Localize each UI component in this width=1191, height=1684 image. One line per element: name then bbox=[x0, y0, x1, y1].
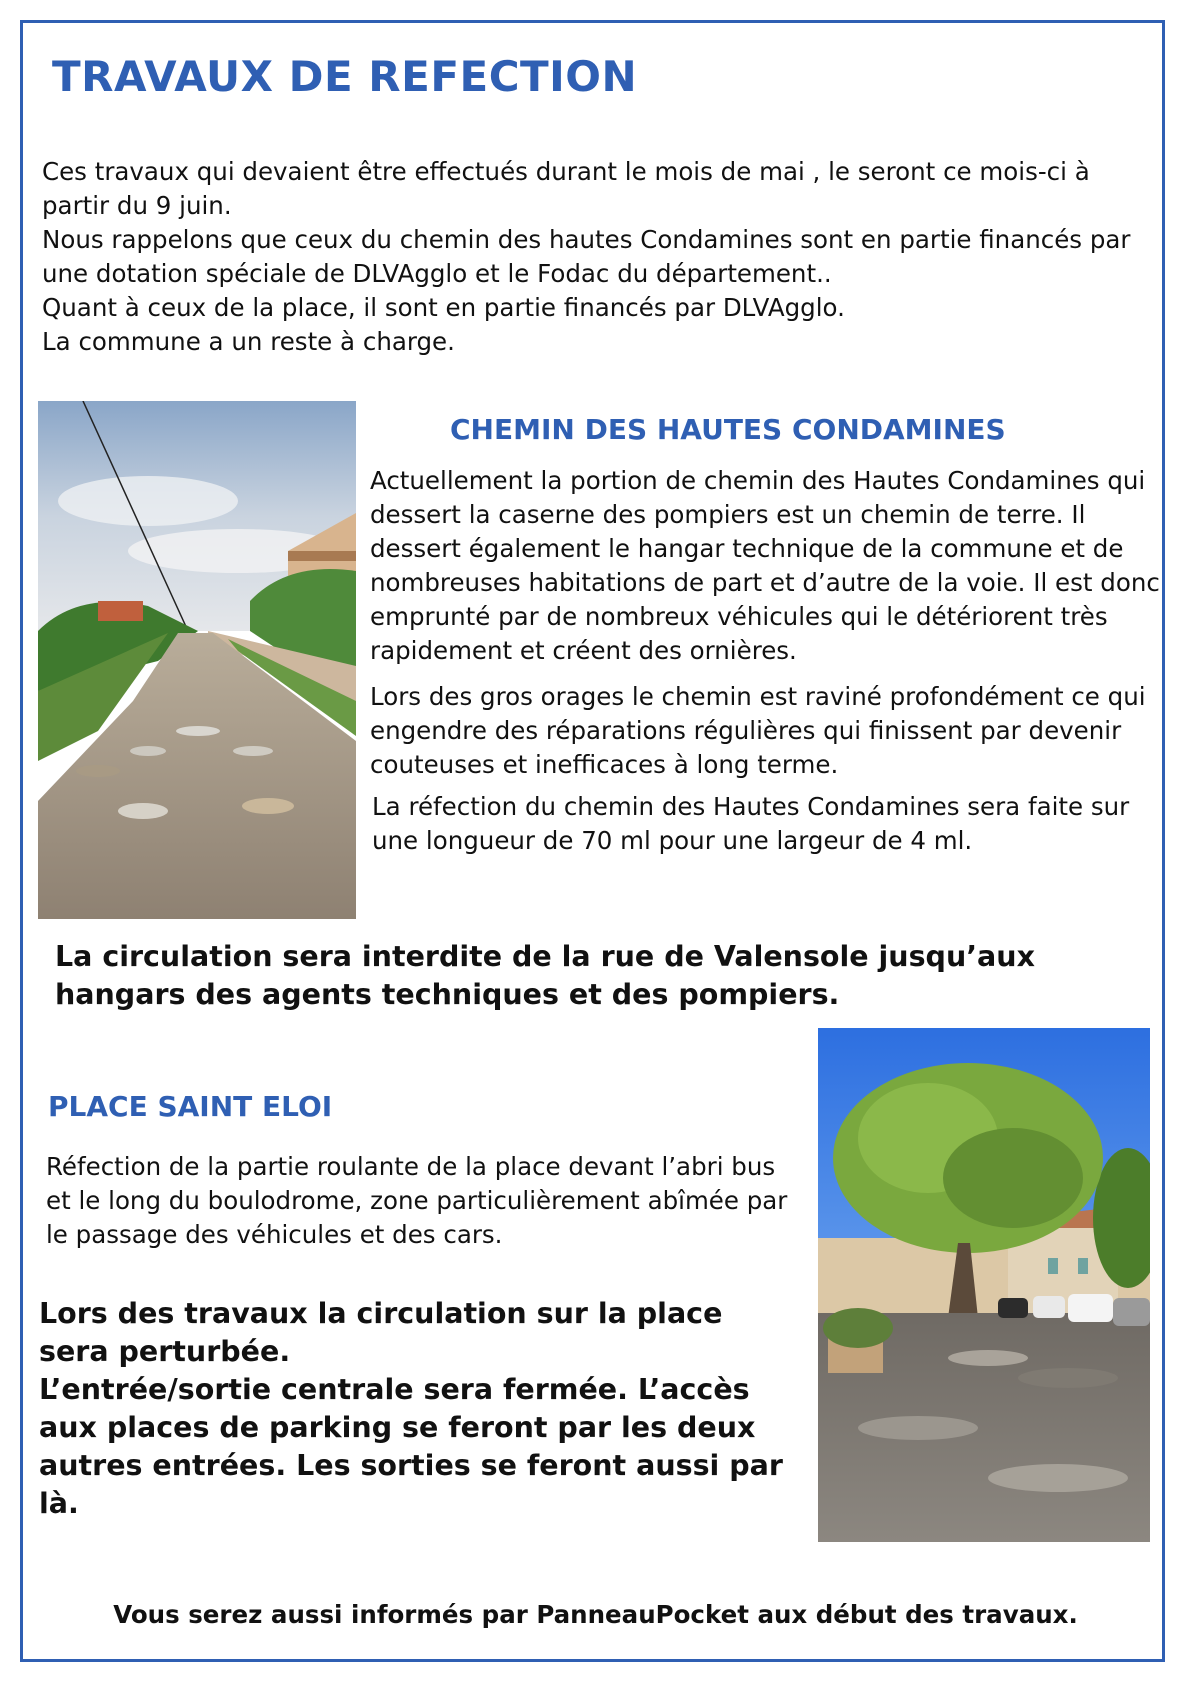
intro-line: Quant à ceux de la place, il sont en partie financés par DLVAgglo. bbox=[42, 293, 845, 322]
section-heading-place: PLACE SAINT ELOI bbox=[48, 1090, 333, 1123]
paragraph-text: La réfection du chemin des Hautes Condamines sera faite sur une longueur de 70 ml pour une largeur de 4 ml. bbox=[372, 792, 1130, 855]
intro-text bbox=[42, 155, 1152, 359]
circulation-line: Lors des travaux la circulation sur la place sera perturbée. bbox=[39, 1297, 723, 1368]
chemin-paragraph-1 bbox=[370, 464, 1170, 668]
section-heading-chemin: CHEMIN DES HAUTES CONDAMINES bbox=[450, 413, 1006, 446]
place-circulation-notice bbox=[39, 1295, 799, 1523]
paragraph-text: Actuellement la portion de chemin des Hautes Condamines qui dessert la caserne des pompiers est un chemin de terre. Il dessert également le hangar technique de la commune et de nombreuses habitations de part et d’autre de la voie. Il est donc emprunté par de nombreux véhicules qui le détériorent très rapidement et créent des ornières. bbox=[370, 466, 1160, 665]
page-title: TRAVAUX DE REFECTION bbox=[52, 52, 638, 101]
chemin-paragraph-3 bbox=[372, 790, 1172, 858]
intro-line: La commune a un reste à charge. bbox=[42, 327, 455, 356]
place-photo bbox=[818, 1028, 1150, 1542]
circulation-line: L’entrée/sortie centrale sera fermée. L’accès aux places de parking se feront par les deux autres entrées. Les sorties se feront aussi par là. bbox=[39, 1373, 783, 1520]
intro-line: Nous rappelons que ceux du chemin des hautes Condamines sont en partie financés par une dotation spéciale de DLVAgglo et le Fodac du département.. bbox=[42, 225, 1131, 288]
place-paragraph bbox=[46, 1150, 806, 1252]
chemin-circulation-notice: La circulation sera interdite de la rue de Valensole jusqu’aux hangars des agents techniques et des pompiers. bbox=[55, 940, 1035, 1011]
intro-line: Ces travaux qui devaient être effectués durant le mois de mai , le seront ce mois-ci à partir du 9 juin. bbox=[42, 157, 1090, 220]
chemin-photo bbox=[38, 401, 356, 919]
paragraph-text: Réfection de la partie roulante de la place devant l’abri bus et le long du boulodrome, zone particulièrement abîmée par le passage des véhicules et des cars. bbox=[46, 1152, 788, 1249]
paragraph-text: Lors des gros orages le chemin est raviné profondément ce qui engendre des réparations régulières qui finissent par devenir couteuses et inefficaces à long terme. bbox=[370, 682, 1146, 779]
footer-note: Vous serez aussi informés par PanneauPocket aux début des travaux. bbox=[113, 1600, 1078, 1629]
chemin-paragraph-2 bbox=[370, 680, 1170, 782]
